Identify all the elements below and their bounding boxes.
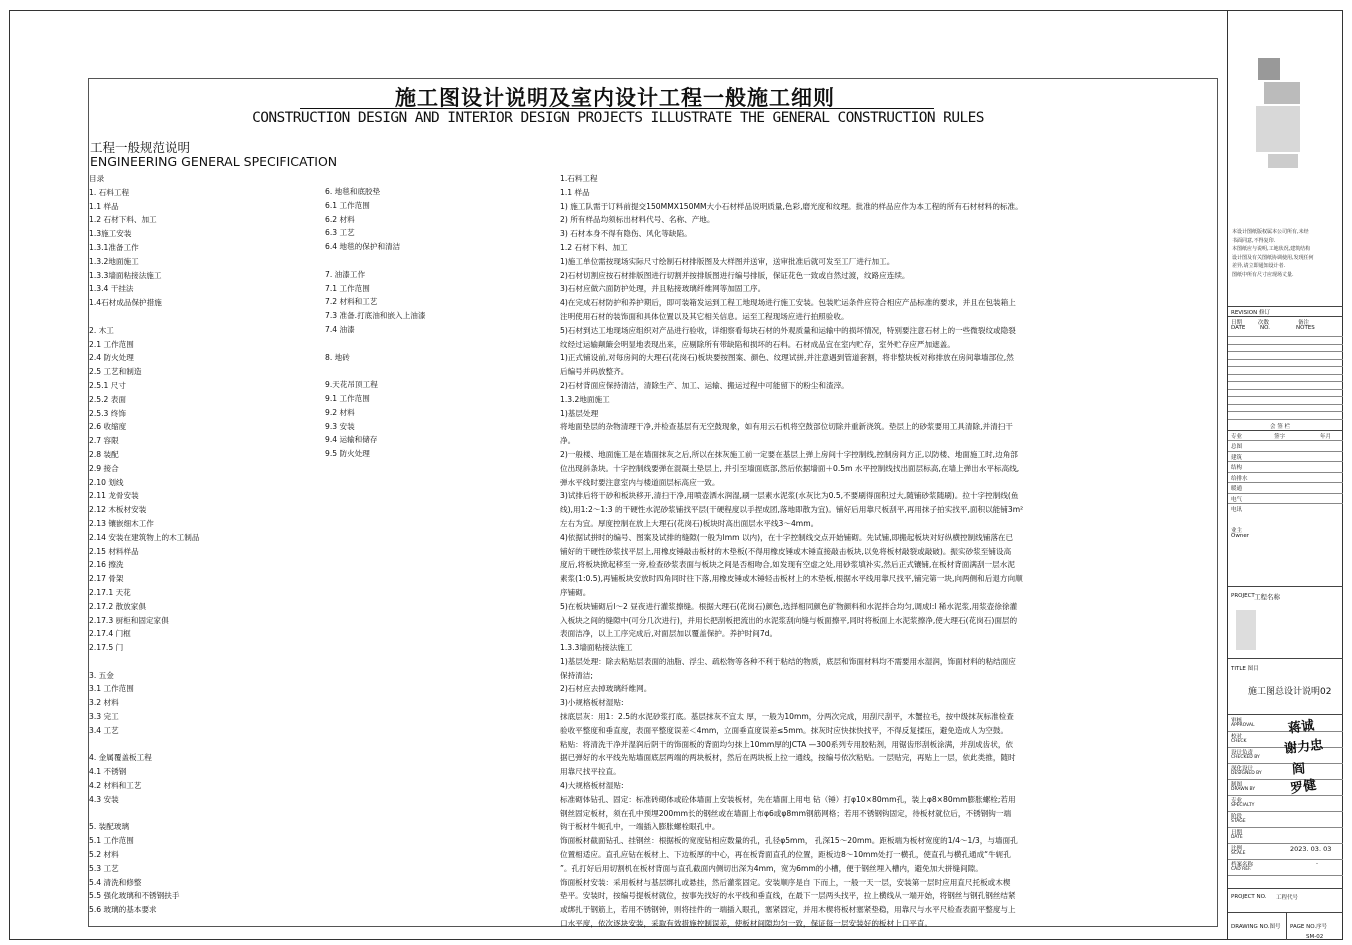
text-line: 2.14 安装在建筑物上的木工制品	[89, 532, 200, 542]
discipline-label: 总图	[1231, 444, 1243, 450]
role-label: 档案名称	[1231, 862, 1254, 868]
text-line: 度后,将板块掀起移至一旁,检查砂浆表面与板块之间是否相吻合,如发现有空虚之处,用砂浆填补实,然后正式镶铺,在板材背面满刮一层水泥	[560, 560, 1015, 570]
divider	[1286, 912, 1287, 940]
logo-redacted	[1258, 58, 1280, 80]
revision-row	[1228, 419, 1343, 420]
text-line: 7.3 准备.打底油和嵌入上油漆	[325, 311, 426, 321]
project-label: PROJECT	[1231, 593, 1255, 599]
text-line: 2.17.4 门框	[89, 629, 131, 639]
text-line	[325, 364, 555, 378]
discipline-rule	[1228, 503, 1343, 504]
text-line: 2.4 防火处理	[89, 353, 134, 363]
text-line: 2.10 划线	[89, 477, 124, 487]
role-rule	[1228, 875, 1343, 876]
text-line: 9.2 材料	[325, 407, 355, 417]
text-line: 素浆(1:0.5),再铺板块安放时四角同时往下落,用橡皮锤或木锤轻击板材上的木垫板,根据水平线用靠尺找平,铺完第一块,向两侧和后退方向顺	[560, 574, 1023, 584]
cs-sign: 签字	[1274, 434, 1286, 440]
rule	[1228, 586, 1343, 587]
text-line: 1)施工单位需按现场实际尺寸绘制石材排版图及大样图并送审，送审批准后就可发至工厂进行加工。	[560, 256, 895, 266]
owner-label-en: Owner	[1231, 533, 1249, 539]
rule	[1228, 306, 1343, 307]
text-line: 4)大规格板材湿贴:	[560, 781, 624, 791]
text-line: 粘贴：将清洗干净并湿润后阴干的饰面板的背面均匀抹上10mm厚的JCTA —300系列专用胶粘剂，用锯齿形刮板涂满，并刮成齿状，依	[560, 739, 1014, 749]
text-line: 7.4 油漆	[325, 324, 355, 334]
discipline-label: 给排水	[1231, 475, 1248, 482]
role-label-en: DESIGNED BY	[1231, 771, 1262, 776]
cs-date: 年月	[1320, 434, 1332, 440]
cs-specialty: 专业	[1231, 434, 1243, 440]
text-line: 4)依据试拼时的编号、图案及试排的缝隙(一般为lmm 以内)，在十字控制线交点开始铺砌。先试铺,即搬起板块对好纵横控制线铺落在已	[560, 532, 1014, 542]
drawing-title: 施工图总设计说明02	[1248, 687, 1332, 697]
text-line: 8. 地砖	[325, 352, 350, 362]
revision-row	[1228, 396, 1343, 397]
text-line: 5)石材到达工地现场应组织对产品进行验收，详细察看每块石材的外观质量和运输中的损坏情况，特别要注意石材上的一些微裂纹或隐裂	[560, 325, 1016, 335]
text-line: 4.3 安装	[89, 794, 119, 804]
text-line: 3.4 工艺	[89, 725, 119, 735]
text-line: 2.6 收缩度	[89, 422, 127, 432]
text-line: 6.3 工艺	[325, 228, 355, 238]
text-line: 2.13 镶嵌细木工作	[89, 518, 154, 528]
countersign-label: 会 签 栏	[1270, 424, 1290, 430]
text-line: 2.11 龙骨安装	[89, 491, 139, 501]
text-line: 饰面板材安装：采用板材与基层绑扎或悬挂，然后灌浆固定。安装顺序是自 下而上，一般一天一层，安装第一层时应用直尺托板或木楔	[560, 877, 1011, 887]
revision-row	[1228, 404, 1343, 405]
note-line: 书面同意,不得复印.	[1232, 237, 1276, 244]
text-line: 1.3.3墙面粘接法施工	[560, 643, 633, 653]
text-line: 1.3.1准备工作	[89, 242, 139, 252]
text-line: 饰面板材截面钻孔、挂钢丝：根据板的宽度钻相应数量的孔，孔径φ5mm， 孔深15～20mm。距板端为板材宽度的1/4～1/3，与墙面孔	[560, 836, 1018, 846]
text-line: 2.5 工艺和制造	[89, 367, 142, 377]
discipline-rule	[1228, 482, 1343, 483]
text-line: 入板块之间的缝隙中(可分几次进行)，并用长把刮板把流出的水泥浆刮向缝与板面擦平,同时将板面上水泥浆擦净,使大理石(花岗石)面层的	[560, 615, 1018, 625]
logo-redacted	[1268, 154, 1298, 168]
text-line: 2)石材切割应按石材排版图进行切割并按排版图进行编号排版，保证花色一致或自然过渡，纹路应连续。	[560, 270, 910, 280]
text-line: 表面洁净，以上工序完成后,对面层加以覆盖保护。养护时间7d。	[560, 629, 778, 639]
text-line: 5. 装配玻璃	[89, 822, 130, 832]
text-line: 1.石料工程	[560, 174, 598, 183]
text-line: 2.8 装配	[89, 449, 119, 459]
project-name-redacted	[1236, 610, 1256, 650]
discipline-rule	[1228, 461, 1343, 462]
role-label-en: SCALE	[1231, 851, 1246, 856]
text-line: 3.1 工作范围	[89, 684, 134, 694]
text-line	[89, 310, 319, 324]
role-label-en: CHECK	[1231, 739, 1247, 744]
role-label-en: CAD REF.	[1231, 867, 1252, 872]
page-no-label: PAGE NO.序号	[1290, 924, 1328, 930]
revision-row	[1228, 359, 1343, 360]
role-label-en: DRAWN BY	[1231, 787, 1256, 792]
text-line: 抹底层灰：用1：2.5的水泥砂浆打底。基层抹灰不宜太 厚，一般为10mm，分两次完成，用刮尺刮平，木蟹拉毛，按中级抹灰标准检查	[560, 712, 1014, 722]
discipline-label: 建筑	[1231, 454, 1243, 461]
text-line: 1) 施工队需于订料前提交150MMX150MM大小石材样品说明质量,色彩,磨光度和纹理。批准的样品应作为本工程的所有石材材料的标准。	[560, 201, 1023, 211]
text-line: 5)在板块铺砌后l～2 昼夜进行灌浆擦缝。根据大理石(花岗石)颜色,选择相同颜色矿物颜料和水泥拌合均匀,调成l:l 稀水泥浆,用浆壶徐徐灌	[560, 601, 1018, 611]
rev-notes-en: NOTES	[1296, 325, 1315, 331]
toc-column-2	[325, 185, 555, 461]
text-line: 钢丝固定板材，须在孔中预埋200mm长的钢丝或在墙面上布φ6或φ8mm钢筋网格；若用不锈钢钩固定，待板材就位后，不锈钢钩一端	[560, 808, 1012, 818]
text-line: 注明使用石材的装饰面和具体位置以及其它相关信息。运至工程现场应进行拍照验收。	[560, 311, 849, 321]
role-label-en: STAGE	[1231, 819, 1246, 824]
role-label-en: SPECIALTY	[1231, 803, 1255, 808]
title-label: TITLE 图目	[1231, 666, 1259, 672]
text-line: 1.1 样品	[560, 187, 590, 197]
rule	[1228, 714, 1343, 715]
revision-row	[1228, 344, 1343, 345]
text-line: 左右为宜。厚度控制在放上大理石(花岗石)板块时高出面层水平线3～4mm。	[560, 518, 819, 528]
text-line: 口水平度，依次逐块安装，采取有效措施控制误差，使板材间隙均匀一致，保证每一层安装好的板材上口平直。	[560, 919, 933, 929]
text-line: 1.3施工安装	[89, 229, 132, 239]
text-line: 目录	[89, 174, 105, 183]
text-line: 1.3.4 干挂法	[89, 284, 134, 294]
text-line: 或绑扎于钢筋上，若用不锈钢钟，则将挂件的一端插入眼孔，塞紧固定，并用木楔将板材塞紧垫稳，用靠尺与水平尺检查表面平整度与上	[560, 905, 1016, 915]
text-line: 2. 木工	[89, 325, 114, 335]
text-line: 2) 所有样品均须标出材料代号、名称、产地。	[560, 215, 715, 225]
text-line	[325, 337, 555, 351]
text-line: 1.1 样品	[89, 201, 119, 211]
text-line: 3)石材应做六面防护处理，并且粘接玻璃纤维网等加固工序。	[560, 284, 766, 294]
text-line: 2)石材应去掉玻璃纤维网。	[560, 684, 652, 694]
role-rule	[1228, 795, 1343, 796]
text-line: 铺好的干硬性砂浆找平层上,用橡皮锤敲击板材的木垫板(不得用橡皮锤或木锤直接敲击板块,以免将板材敲裂或敲破)。振实砂浆至铺设高	[560, 546, 1012, 556]
text-line: 保持清洁;	[560, 670, 593, 680]
scale-value: -	[1316, 861, 1318, 867]
text-line	[89, 655, 319, 669]
revision-label: REVISION 修订	[1231, 310, 1270, 316]
text-line: 3) 石材本身不得有隐伤、风化等缺陷。	[560, 229, 692, 239]
text-line: 纹经过运输颠簸会明显地表现出来，应剔除所有带缺陷和损坏的石料。石材成品宜在室内贮存，室外贮存应严加遮盖。	[560, 339, 955, 349]
text-line: 1.3.3墙面粘接法施工	[89, 270, 162, 280]
role-rule	[1228, 811, 1343, 812]
drawing-no-label: DRAWING NO.图号	[1231, 924, 1281, 930]
owner-label: 业主	[1231, 528, 1243, 534]
text-line: 垫平。安装时，按编号提板材就位，按事先找好的水平线和垂直线，在最下一层两头找平，拉上横线从一端开始，将钢丝与钢孔钢丝结紧	[560, 891, 1016, 901]
revision-row	[1228, 351, 1343, 352]
text-line: 6.1 工作范围	[325, 200, 370, 210]
page-no-value: SM-02	[1306, 934, 1324, 940]
discipline-rule	[1228, 440, 1343, 441]
rev-no-en: NO.	[1260, 325, 1270, 331]
text-line: 弹水平线时要注意室内与楼道面层标高应一致。	[560, 477, 720, 487]
text-line: 5.6 玻璃的基本要求	[89, 905, 157, 915]
text-line: 3)试排后将干砂和板块移开,清扫干净,用喷壶洒水润湿,刷一层素水泥浆(水灰比为0.5,不要刷得面积过大,随铺砂浆随刷)。拉十字控制线(鱼	[560, 491, 1019, 501]
text-line: 1)基层处理：除去粘贴层表面的油脂、浮尘、疏松物等各种不利于粘结的物质，底层和饰面材料均不需要用水湿润，饰面材料的粘结面应	[560, 656, 1016, 666]
discipline-label: 电气	[1231, 496, 1243, 503]
text-line: 9.3 安装	[325, 421, 355, 431]
copyright-note	[1232, 228, 1340, 279]
section-heading-chinese: 工程一般规范说明	[90, 140, 191, 155]
rule	[1228, 316, 1343, 317]
text-line: 4. 金属覆盖板工程	[89, 753, 152, 763]
signature-3: 阎	[1291, 761, 1306, 778]
revision-row	[1228, 366, 1343, 367]
role-label: 深化设计	[1231, 766, 1254, 772]
date-value: 2023. 03. 03	[1290, 845, 1332, 853]
text-line: 1.4石材成品保护措施	[89, 298, 162, 308]
role-label: 校对	[1231, 734, 1243, 740]
text-line: 钩于板材牛轭孔中，一端插入膨胀螺栓眼孔中。	[560, 822, 720, 832]
text-line: 7. 油漆工作	[325, 269, 366, 279]
text-line: 2.17.3 厨柜和固定家俱	[89, 615, 169, 625]
text-line: 2.5.2 表面	[89, 394, 126, 404]
text-line: 将地面垫层的杂物清理干净,并检查基层有无空鼓现象，如有用云石机将空鼓部位切除并重新浇筑。垫层上的砂浆要用工具清除,并清扫干	[560, 422, 1013, 432]
text-line: 5.4 清洗和修整	[89, 877, 142, 887]
text-line: 1.2 石材下料、加工	[560, 242, 628, 252]
revision-row	[1228, 374, 1343, 375]
logo-redacted	[1256, 106, 1300, 152]
discipline-rule	[1228, 451, 1343, 452]
note-line: 本设计图纸版权属本公司所有,未经	[1232, 229, 1309, 235]
signature-2: 谢力忠	[1283, 737, 1324, 757]
text-line: 2.15 材料样品	[89, 546, 139, 556]
rev-date-label: 日期	[1231, 320, 1243, 326]
text-line: 2.17.5 门	[89, 643, 124, 653]
text-line: 2.9 接合	[89, 463, 119, 473]
text-line: 4.1 不锈钢	[89, 767, 127, 777]
text-line: 7.2 材料和工艺	[325, 297, 378, 307]
text-line: 4)在完成石材防护和养护期后，即可装箱发运到工程工地现场进行施工安装。包装贮运条件应符合相应产品标准的要求，并且在包装箱上	[560, 298, 1016, 308]
text-line: 线),用1:2～1:3 的干硬性水泥砂浆铺找平层(干硬程度以手捏成团,落地即散为宜)。铺好后用靠尺板刮平,再用抹子拍实找平,面积以能铺3m²	[560, 505, 1024, 515]
role-rule	[1228, 779, 1343, 780]
text-line: 2)一般楼、地面施工是在墙面抹灰之后,所以在抹灰施工前一定要在基层上弹上房间十字控制线,控制房间方正,以防楼、地面施工时,边角部	[560, 449, 1018, 459]
note-line: 本图纸应与说明,工地状况,建筑结构	[1232, 246, 1311, 252]
role-label-en: APPROVAL	[1231, 723, 1255, 728]
text-line	[89, 807, 319, 821]
role-label-en: CHECKED BY	[1231, 755, 1260, 760]
text-line: 9.天花吊顶工程	[325, 380, 378, 390]
text-line: 6.2 材料	[325, 214, 355, 224]
text-line: 标准砌体钻孔、固定：标准砖砌体或砼体墙面上安装板材，先在墙面上用电 钻（锤）打φ10×80mm孔，装上φ8×80mm膨胀螺栓;若用	[560, 794, 1016, 804]
text-line: 9.1 工作范围	[325, 393, 370, 403]
role-label: 日期	[1231, 830, 1243, 836]
rev-date-en: DATE	[1231, 325, 1246, 331]
text-line: 1.2 石材下料、加工	[89, 215, 157, 225]
text-line: 位出现斜条块。十字控制线要弹在混凝土垫层上, 并引至墙面底部,然后依据墙面＋0.5m 水平控制线找出面层标高,在墙上弹出水平标高线,	[560, 463, 1020, 473]
rule	[1228, 888, 1343, 889]
role-rule	[1228, 731, 1343, 732]
text-line: 净。	[560, 436, 576, 446]
text-line: 1)正式铺设前,对每房间的大理石(花岗石)板块要按图案、颜色、纹理试拼,并注意遇到管道套割，将非整块板对称排放在房间靠墙部位,然	[560, 353, 1014, 363]
discipline-label: 暖通	[1231, 486, 1243, 492]
text-line: 验收平整度和垂直度，表面平整度误差＜4mm，立面垂直度误差≤5mm。抹灰时应快抹快找平，不得反复揉压，避免造成人为空鼓。	[560, 725, 1009, 735]
text-line: 序铺砌。	[560, 587, 591, 597]
text-line: 9.5 防火处理	[325, 449, 370, 459]
text-line: 2.5.3 终饰	[89, 408, 126, 418]
toc-column-1	[89, 172, 319, 917]
text-line: 2)石材背面应保持清洁，清除生产、加工、运输、搬运过程中可能留下的粉尘和渣滓。	[560, 380, 849, 390]
role-label: 设计负责	[1231, 750, 1254, 756]
text-line: 4.2 材料和工艺	[89, 781, 142, 791]
text-line: 5.2 材料	[89, 850, 119, 860]
spec-body-column	[560, 172, 1070, 931]
revision-row	[1228, 389, 1343, 390]
discipline-rule	[1228, 472, 1343, 473]
logo-redacted	[1264, 82, 1300, 104]
signature-1: 蒋诚	[1287, 718, 1316, 737]
text-line: 1.3.2地面施工	[560, 394, 610, 404]
text-line: 3. 五金	[89, 670, 114, 680]
note-line: 图纸中所有尺寸应现场丈量.	[1232, 271, 1294, 278]
note-line: 差异,请立即通知设计者.	[1232, 263, 1286, 269]
role-label: 审核	[1231, 718, 1243, 724]
text-line: 2.1 工作范围	[89, 339, 134, 349]
role-label: 制图	[1231, 782, 1243, 788]
text-line: 1. 石料工程	[89, 187, 130, 197]
revision-row	[1228, 336, 1343, 337]
text-line: 后编号并码放整齐。	[560, 367, 629, 377]
section-heading-english: ENGINEERING GENERAL SPECIFICATION	[90, 154, 338, 169]
text-line: 2.17.1 天花	[89, 587, 131, 597]
rule	[1228, 658, 1343, 659]
text-line: 2.17 骨架	[89, 574, 124, 584]
text-line: 5.1 工作范围	[89, 836, 134, 846]
text-line: 5.5 强化玻璃和不锈钢扶手	[89, 891, 180, 901]
rule	[1228, 430, 1343, 431]
text-line: ”。孔打好后用切割机在板材背面与直孔截面内侧切出深为4mm，宽为6mm的小槽，便于钢丝埋入槽内，避免加大拼缝间隙。	[560, 863, 983, 873]
text-line: 1)基层处理	[560, 408, 599, 418]
revision-row	[1228, 411, 1343, 412]
role-label-en: DATE	[1231, 835, 1243, 840]
discipline-rule	[1228, 493, 1343, 494]
text-line: 2.5.1 尺寸	[89, 380, 126, 390]
title-underline	[300, 108, 934, 109]
text-line: 6. 地毯和底胶垫	[325, 187, 381, 196]
text-line: 5.3 工艺	[89, 863, 119, 873]
discipline-label: 结构	[1231, 465, 1243, 471]
title-chinese: 施工图设计说明及室内设计工程一般施工细则	[395, 86, 835, 110]
text-line: 7.1 工作范围	[325, 283, 370, 293]
text-line: 2.17.2 散放家俱	[89, 601, 146, 611]
project-no-value: 工程代号	[1276, 895, 1299, 901]
title-english: CONSTRUCTION DESIGN AND INTERIOR DESIGN PROJECTS ILLUSTRATE THE GENERAL CONSTRUCTION RULES	[252, 110, 984, 126]
text-line: 3.2 材料	[89, 698, 119, 708]
signature-4: 罗健	[1289, 777, 1318, 798]
text-line: 2.16 擦洗	[89, 560, 124, 570]
text-line: 2.12 木板材安装	[89, 505, 147, 515]
project-no-label: PROJECT NO.	[1231, 894, 1267, 900]
project-name: 工程名称	[1254, 593, 1280, 601]
rev-no-label: 次数	[1258, 320, 1270, 326]
role-label: 比例	[1231, 846, 1243, 852]
revision-row	[1228, 381, 1343, 382]
role-label: 阶段	[1231, 814, 1243, 820]
text-line: 9.4 运输和储存	[325, 435, 378, 445]
text-line: 6.4 地毯的保护和清洁	[325, 242, 401, 252]
text-line: 据已弹好的水平线先贴墙面底层两端的两块板材，然后在两块板上拉一通线，按编号依次粘贴。一层贴完，再贴上一层，依此类推，随时	[560, 753, 1016, 763]
role-label: 专业	[1231, 798, 1243, 804]
text-line: 3)小规格板材湿贴:	[560, 698, 624, 708]
text-line: 3.3 完工	[89, 712, 119, 722]
role-rule	[1228, 827, 1343, 828]
text-line: 2.7 容限	[89, 436, 119, 446]
discipline-label: 电讯	[1231, 507, 1243, 513]
text-line	[325, 254, 555, 268]
rev-notes-label: 备注	[1298, 320, 1310, 326]
note-line: 设计图及有关图纸协调使用,发现任何	[1232, 254, 1314, 261]
text-line	[89, 738, 319, 752]
text-line: 位置相适应。直孔应钻在板材上、下边板厚的中心，再在板背面直孔的位置，距板边8～10mm处打一横孔，使直孔与横孔通成“牛轭孔	[560, 850, 1011, 860]
text-line: 1.3.2地面施工	[89, 256, 139, 266]
role-rule	[1228, 843, 1343, 844]
title-block	[1227, 10, 1343, 940]
text-line: 用靠尺找平拉直。	[560, 767, 621, 777]
